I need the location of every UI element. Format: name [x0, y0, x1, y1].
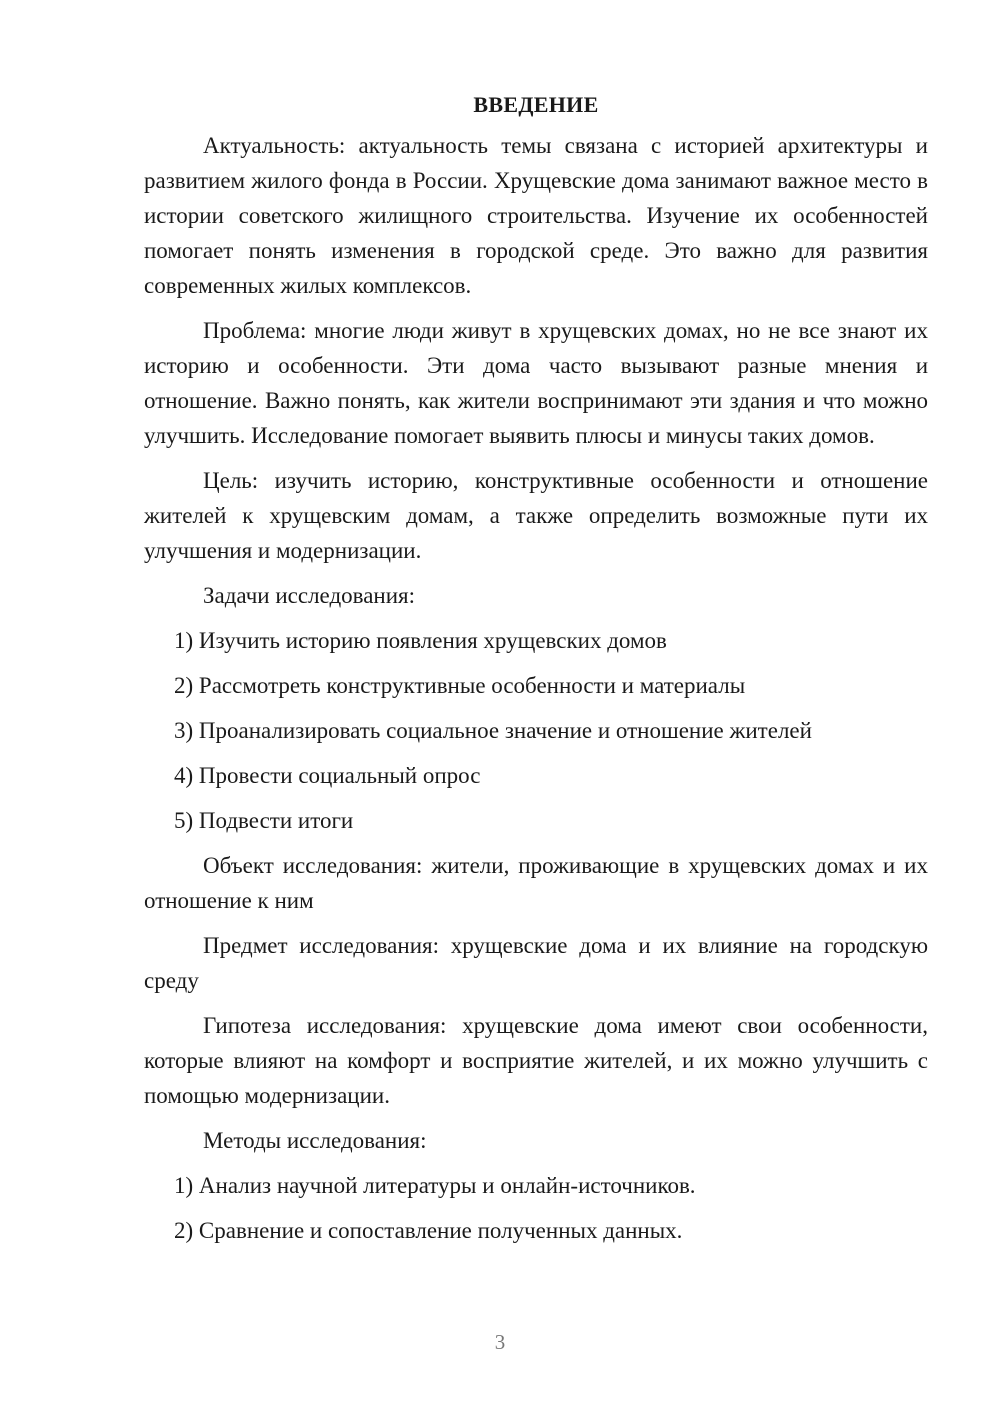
- subject-paragraph: Предмет исследования: хрущевские дома и их влияние на городскую среду: [144, 933, 928, 993]
- tasks-label: Задачи исследования:: [203, 583, 416, 608]
- methods-label: Методы исследования:: [203, 1128, 427, 1153]
- list-item: 2) Сравнение и сопоставление полученных данных.: [174, 1218, 683, 1243]
- document-page: [144, 90, 928, 1258]
- list-item: 3) Проанализировать социальное значение и отношение жителей: [174, 718, 812, 743]
- problem-paragraph: Проблема: многие люди живут в хрущевских домах, но не все знают их историю и особенности. Эти дома часто вызывают разные мнения и отношение. Важно понять, как жители воспринимают эти здания и что можно улучшить. Исследование помогает выявить плюсы и минусы таких домов.: [144, 318, 928, 448]
- tasks-list: [144, 623, 928, 838]
- list-item: 2) Рассмотреть конструктивные особенности и материалы: [174, 673, 746, 698]
- page-number: 3: [494, 1330, 506, 1354]
- object-paragraph: Объект исследования: жители, проживающие в хрущевских домах и их отношение к ним: [144, 853, 928, 913]
- list-item: 5) Подвести итоги: [174, 808, 354, 833]
- relevance-paragraph: Актуальность: актуальность темы связана с историей архитектуры и развитием жилого фонда в России. Хрущевские дома занимают важное место в истории советского жилищного строительства. Изучение их особенностей помогает понять изменения в городской среде. Это важно для развития современных жилых комплексов.: [144, 133, 928, 298]
- hypothesis-paragraph: Гипотеза исследования: хрущевские дома имеют свои особенности, которые влияют на комфорт и восприятие жителей, и их можно улучшить с помощью модернизации.: [144, 1013, 928, 1108]
- list-item: 1) Анализ научной литературы и онлайн-источников.: [174, 1173, 696, 1198]
- goal-paragraph: Цель: изучить историю, конструктивные особенности и отношение жителей к хрущевским домам, а также определить возможные пути их улучшения и модернизации.: [144, 468, 928, 563]
- list-item: 1) Изучить историю появления хрущевских домов: [174, 628, 667, 653]
- methods-list: [144, 1168, 928, 1248]
- section-title: ВВЕДЕНИЕ: [473, 92, 599, 117]
- list-item: 4) Провести социальный опрос: [174, 763, 481, 788]
